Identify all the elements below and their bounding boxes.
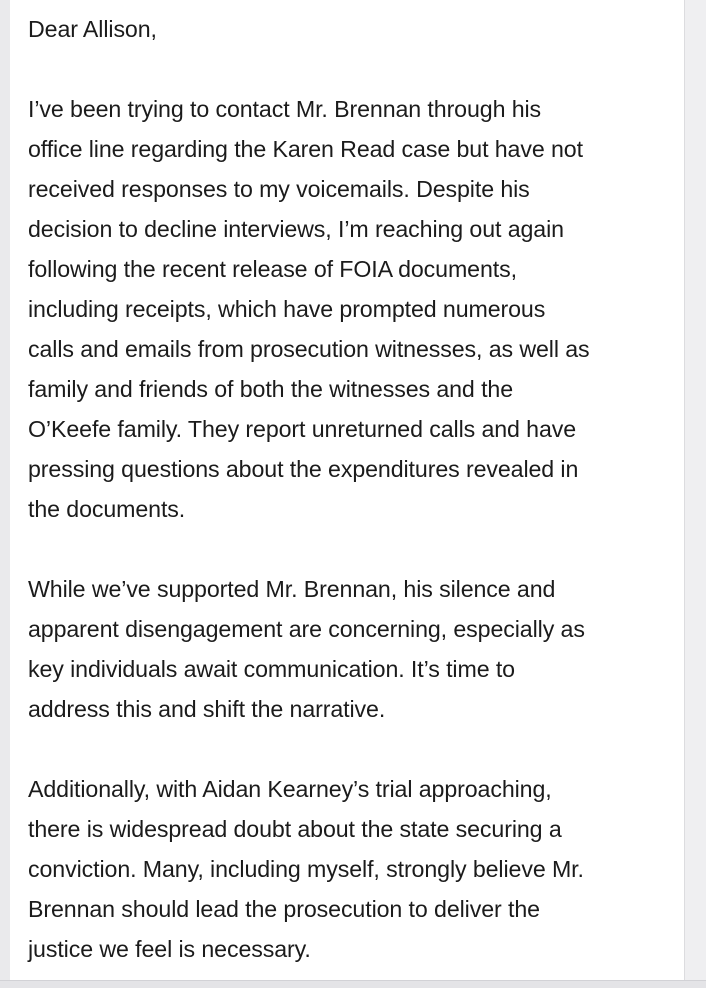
bottom-edge [0,980,706,988]
paragraph-1-line: following the recent release of FOIA documents, [28,256,517,282]
paragraph-3-line: justice we feel is necessary. [28,936,311,962]
scrollbar-track[interactable] [684,0,706,988]
paragraph-2-line: key individuals await communication. It’s time to [28,656,515,682]
paragraph-3-line: Brennan should lead the prosecution to deliver the [28,896,540,922]
paragraph-1 [28,89,666,529]
paragraph-3-line: there is widespread doubt about the state securing a [28,816,562,842]
paragraph-2-line: apparent disengagement are concerning, especially as [28,616,585,642]
email-body-panel [10,0,684,980]
paragraph-1-line: I’ve been trying to contact Mr. Brennan through his [28,96,542,122]
email-body [28,9,666,969]
paragraph-3 [28,769,666,969]
paragraph-1-line: the documents. [28,496,186,522]
greeting: Dear Allison, [28,16,157,42]
paragraph-spacer [28,49,666,89]
paragraph-spacer [28,729,666,769]
paragraph-spacer [28,529,666,569]
paragraph-2 [28,569,666,729]
paragraph-1-line: decision to decline interviews, I’m reaching out again [28,216,564,242]
paragraph-1-line: family and friends of both the witnesses and the [28,376,514,402]
paragraph-1-line: office line regarding the Karen Read case but have not [28,136,583,162]
paragraph-2-line: While we’ve supported Mr. Brennan, his silence and [28,576,556,602]
paragraph-2-line: address this and shift the narrative. [28,696,386,722]
paragraph-3-line: conviction. Many, including myself, strongly believe Mr. [28,856,584,882]
paragraph-1-line: pressing questions about the expenditures revealed in [28,456,579,482]
paragraph-1-line: calls and emails from prosecution witnesses, as well as [28,336,590,362]
paragraph-1-line: O’Keefe family. They report unreturned calls and have [28,416,577,442]
paragraph-3-line: Additionally, with Aidan Kearney’s trial approaching, [28,776,552,802]
paragraph-1-line: received responses to my voicemails. Despite his [28,176,530,202]
paragraph-1-line: including receipts, which have prompted numerous [28,296,546,322]
